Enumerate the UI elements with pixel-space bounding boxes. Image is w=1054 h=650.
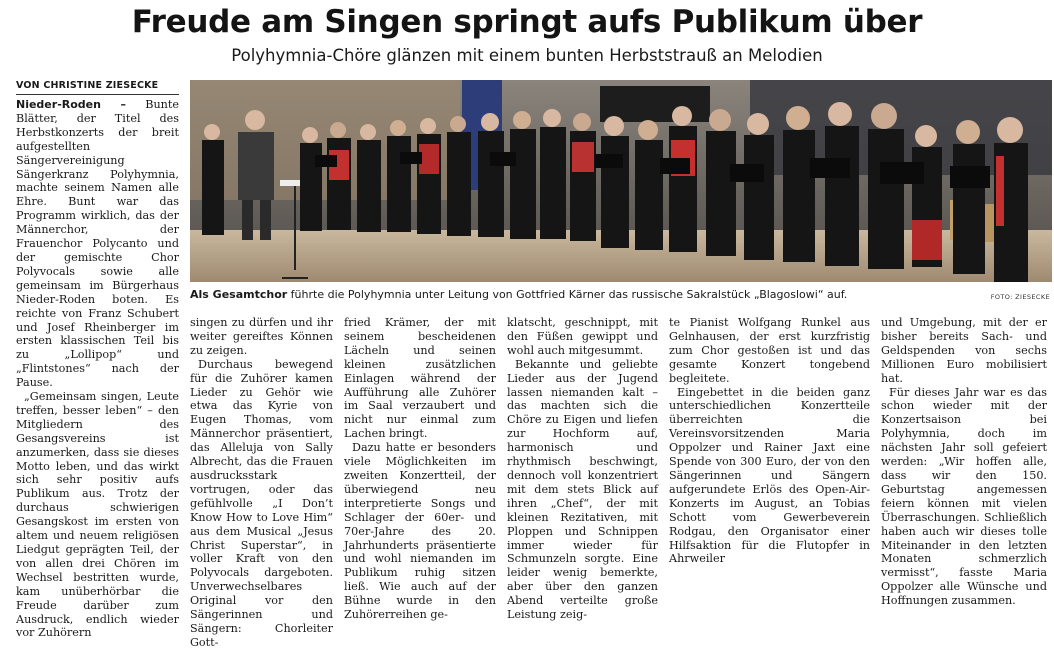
article-column-5 — [669, 316, 870, 577]
paragraph: „Gemeinsam singen, Leute treffen, besser leben“ – den Mitgliedern des Gesangsvereins ist anzumerken, dass sie dieses Motto leben, und das wirkt sich sehr positiv aufs Publikum aus. Trotz der durchaus schwierigen Gesangskost im ersten von altem und neuem religiösen Liedgut geprägten Teil, der von allen drei Chören im Wechsel bestritten wurde, kam unüberhörbar die Freude darüber zum Ausdruck, endlich wieder vor Zuhörern — [16, 390, 179, 640]
paragraph: Eingebettet in die beiden ganz unterschiedlichen Konzertteile überreichten die Vereinsvorsitzenden Maria Oppolzer und Rainer Jaxt eine Spende von 300 Euro, der von den Sängerinnen und Sängern aufgerundete Erlös des Open-Air-Konzerts im August, an Tobias Schott vom Gewerbeverein Rodgau, den Organisator einer Hilfsaktion für die Flutopfer in Ahrweiler — [669, 385, 870, 566]
caption-text: führte die Polyhymnia unter Leitung von Gottfried Kärner das russische Sakralstück „Blagoslowi“ auf. — [287, 288, 848, 301]
byline: VON CHRISTINE ZIESECKE — [16, 80, 159, 91]
paragraph: Dazu hatte er besonders viele Möglichkeiten im zweiten Konzertteil, der überwiegend neu interpretierte Songs und Schlager der 60er- und 70er-Jahre des 20. Jahrhunderts präsentierte und wohl niemanden im Publikum ruhig sitzen ließ. Wie auch auf der Bühne wurde in den Zuhörerreihen ge- — [344, 441, 496, 622]
article-column-1 — [16, 98, 179, 640]
headline: Freude am Singen springt aufs Publikum über — [131, 4, 923, 40]
paragraph: te Pianist Wolfgang Runkel aus Gelnhausen, der erst kurzfristig zum Chor gestoßen ist und das gesamte Konzert tongebend begleitete. — [669, 316, 870, 385]
paragraph: Durchaus bewegend für die Zuhörer kamen Lieder zu Gehör wie etwa das Kyrie von Eugen Thomas, vom Männerchor präsentiert, das Alleluja von Sally Albrecht, das die Frauen ausdrucksstark vortrugen, oder das gefühlvolle „I Don’t Know How to Love Him“ aus dem Musical „Jesus Christ Superstar“, in voller Kraft von den Polyvocals dargeboten. Unverwechselbares Original vor den Sängerinnen und Sängern: Chorleiter Gott- — [190, 357, 333, 649]
article-column-3 — [344, 316, 496, 622]
dateline: Nieder-Roden – — [16, 98, 126, 111]
choir-photo — [190, 80, 1052, 282]
choir-photo-illustration — [190, 80, 1052, 282]
paragraph: singen zu dürfen und ihr weiter gereiftes Können zu zeigen. — [190, 316, 333, 357]
paragraph: klatscht, geschnippt, mit den Füßen gewippt und wohl auch mitgesummt. — [507, 316, 658, 357]
paragraph: und Umgebung, mit der er bisher bereits Sach- und Geldspenden von sechs Millionen Euro mobilisiert hat. — [881, 316, 1047, 385]
subheadline: Polyhymnia-Chöre glänzen mit einem bunten Herbststrauß an Melodien — [231, 46, 823, 65]
photo-caption — [190, 288, 1052, 301]
photo-credit: FOTO: ZIESECKE — [990, 293, 1050, 301]
paragraph: fried Krämer, der mit seinem bescheidenen Lächeln und seinen kleinen zusätzlichen Einlagen während der Aufführung alle Zuhörer im Saal verzaubert und nicht nur einmal zum Lachen bringt. — [344, 316, 496, 441]
article-column-4 — [507, 316, 658, 622]
byline-rule — [16, 94, 179, 95]
caption-lead: Als Gesamtchor — [190, 288, 288, 301]
paragraph: Für dieses Jahr war es das schon wieder mit der Konzertsaison bei Polyhymnia, doch im nächsten Jahr soll gefeiert werden: „Wir hoffen alle, dass wir den 150. Geburtstag angemessen feiern können mit vielen Überraschungen. Schließlich haben auch wir dieses tolle Miteinander in den letzten Monaten schmerzlich vermisst“, fasste Maria Oppolzer alle Wünsche und Hoffnungen zusammen. — [881, 385, 1047, 608]
article-column-6 — [881, 316, 1047, 608]
paragraph: Nieder-Roden – Bunte Blätter, der Titel des Herbstkonzerts der breit aufgestellten Sängervereinigung Sängerkranz Polyhymnia, machte seinem Namen alle Ehre. Bunt war das Programm wirklich, das der Männerchor, der Frauenchor Polycanto und der gemischte Chor Polyvocals sowie alle gemeinsam im Bürgerhaus Nieder-Roden boten. Es reichte von Franz Schubert und Josef Rheinberger im ersten klassischen Teil bis zu „Lollipop“ und „Flintstones“ nach der Pause. — [16, 98, 179, 390]
article-column-2 — [190, 316, 333, 649]
paragraph: Bekannte und geliebte Lieder aus der Jugend lassen niemanden kalt – das machten sich die Chöre zu Eigen und liefen zur Hochform auf, harmonisch und rhythmisch beschwingt, dennoch voll konzentriert mit dem stets Blick auf ihren „Chef“, der mit kleinen Rezitativen, mit Ploppen und Schnippen immer wieder für Schmunzeln sorgte. Eine leider wenig bemerkte, aber über den ganzen Abend verteilte große Leistung zeig- — [507, 357, 658, 622]
